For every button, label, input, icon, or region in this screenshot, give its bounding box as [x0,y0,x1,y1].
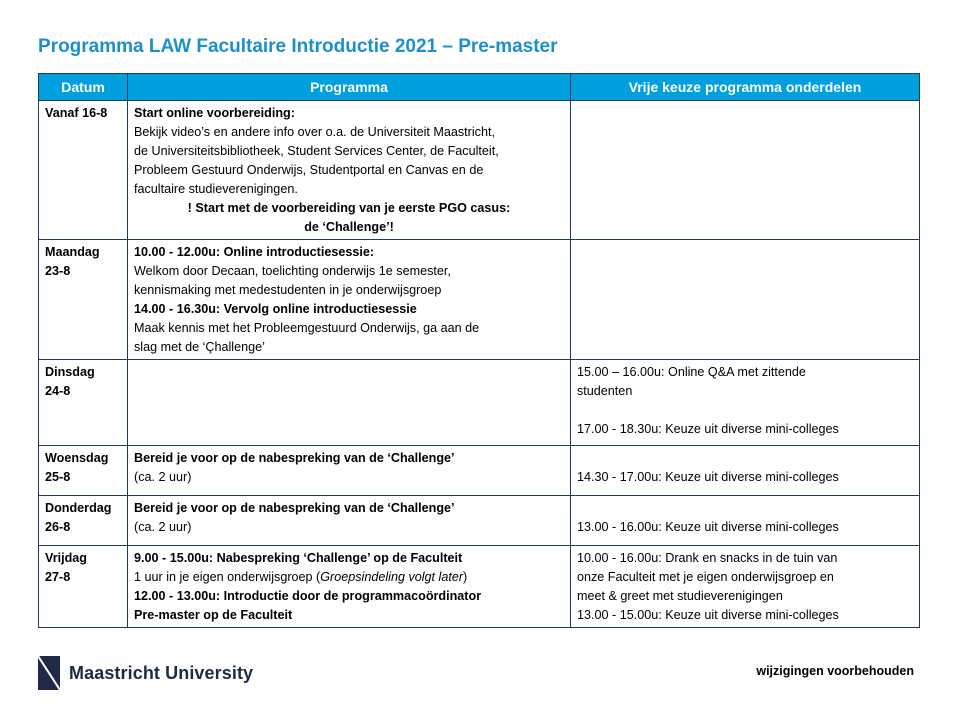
program-line [134,180,564,199]
program-line [134,243,564,262]
program-line [134,449,564,468]
optional-text: 14.30 - 17.00u: Keuze uit diverse mini-colleges [577,470,839,484]
program-line [134,104,564,123]
date-line: 26-8 [45,520,71,534]
program-text: Start online voorbereiding: [134,106,295,120]
program-text: 9.00 - 15.00u: Nabespreking ‘Challenge’ op de Faculteit [134,551,463,565]
program-cell [128,546,571,628]
program-text: 14.00 - 16.30u: Vervolg online introductiesessie [134,302,417,316]
program-text: Bereid je voor op de nabespreking van de ‘Challenge’ [134,451,455,465]
date-line: 23-8 [45,264,71,278]
optional-line [577,363,913,382]
date-line: Woensdag [45,451,109,465]
table-row [39,101,920,240]
optional-cell [571,496,920,546]
optional-text: 13.00 - 15.00u: Keuze uit diverse mini-colleges [577,608,839,622]
program-text: 1 uur in je eigen onderwijsgroep ( [134,570,321,584]
optional-line [577,382,913,401]
date-cell [39,546,128,628]
optional-line [577,606,913,625]
program-text: slag met de ‘Çhallenge’ [134,340,265,354]
date-line: Dinsdag [45,365,95,379]
program-text: de ‘Challenge’! [304,220,394,234]
header-optional: Vrije keuze programma onderdelen [571,74,920,101]
program-line [134,518,564,537]
program-text: 10.00 - 12.00u: Online introductiesessie: [134,245,375,259]
optional-text: 10.00 - 16.00u: Drank en snacks in de tuin van [577,551,838,565]
optional-spacer [577,449,913,468]
program-text: ! Start met de voorbereiding van je eerste PGO casus: [187,201,511,215]
program-italic-text: Groepsindeling volgt later [320,570,464,584]
optional-text: meet & greet met studieverenigingen [577,589,783,603]
optional-line [577,518,913,537]
optional-cell [571,360,920,446]
program-line [134,218,564,237]
page-title: Programma LAW Facultaire Introductie 2021 – Pre-master [38,36,558,57]
optional-line [577,468,913,487]
program-text: de Universiteitsbibliotheek, Student Services Center, de Faculteit, [134,144,499,158]
program-line [134,568,564,587]
program-cell [128,101,571,240]
optional-line [577,587,913,606]
date-line: 25-8 [45,470,71,484]
program-line [134,499,564,518]
program-text: 12.00 - 13.00u: Introductie door de programmacoördinator [134,589,482,603]
program-table [38,73,920,628]
header-program: Programma [128,74,571,101]
optional-text: 17.00 - 18.30u: Keuze uit diverse mini-colleges [577,422,839,436]
date-line: Vanaf 16-8 [45,106,108,120]
program-tail-text: ) [463,570,468,584]
logo-text: Maastricht University [69,662,254,683]
date-line: Maandag [45,245,100,259]
date-line: 27-8 [45,570,71,584]
program-text: Welkom door Decaan, toelichting onderwijs 1e semester, [134,264,451,278]
program-cell [128,360,571,446]
date-cell [39,496,128,546]
program-text: Bekijk video’s en andere info over o.a. de Universiteit Maastricht, [134,125,495,139]
program-text: Pre-master op de Faculteit [134,608,293,622]
table-row [39,496,920,546]
date-line: Vrijdag [45,551,87,565]
university-logo [38,656,253,690]
header-date: Datum [39,74,128,101]
date-cell [39,360,128,446]
table-row [39,360,920,446]
program-line [134,606,564,625]
optional-line [577,549,913,568]
program-text: Bereid je voor op de nabespreking van de ‘Challenge’ [134,501,455,515]
optional-cell [571,446,920,496]
optional-cell [571,101,920,240]
optional-text: 15.00 – 16.00u: Online Q&A met zittende [577,365,806,379]
program-line [134,549,564,568]
program-line [134,300,564,319]
program-text: (ca. 2 uur) [134,470,192,484]
table-row [39,240,920,360]
table-row [39,446,920,496]
optional-line [577,568,913,587]
optional-cell [571,240,920,360]
date-line: Donderdag [45,501,112,515]
program-text: Maak kennis met het Probleemgestuurd Onderwijs, ga aan de [134,321,480,335]
disclaimer-note: wijzigingen voorbehouden [756,664,914,678]
program-line [134,161,564,180]
program-line [134,123,564,142]
program-text: kennismaking met medestudenten in je onderwijsgroep [134,283,442,297]
date-cell [39,101,128,240]
date-cell [39,240,128,360]
table-header-row [39,74,920,101]
um-logo-icon [38,656,60,690]
optional-text: 13.00 - 16.00u: Keuze uit diverse mini-colleges [577,520,839,534]
program-line [134,319,564,338]
program-line [134,199,564,218]
program-line [134,468,564,487]
program-line [134,338,564,357]
optional-text: onze Faculteit met je eigen onderwijsgroep en [577,570,834,584]
table-row [39,546,920,628]
program-cell [128,496,571,546]
optional-text: studenten [577,384,633,398]
optional-spacer [577,499,913,518]
optional-cell [571,546,920,628]
program-text: (ca. 2 uur) [134,520,192,534]
program-line [134,142,564,161]
program-cell [128,446,571,496]
optional-spacer [577,401,913,420]
program-line [134,262,564,281]
program-line [134,281,564,300]
program-text: facultaire studieverenigingen. [134,182,298,196]
program-line [134,587,564,606]
date-line: 24-8 [45,384,71,398]
date-cell [39,446,128,496]
program-text: Probleem Gestuurd Onderwijs, Studentportal en Canvas en de [134,163,484,177]
optional-line [577,420,913,439]
program-cell [128,240,571,360]
